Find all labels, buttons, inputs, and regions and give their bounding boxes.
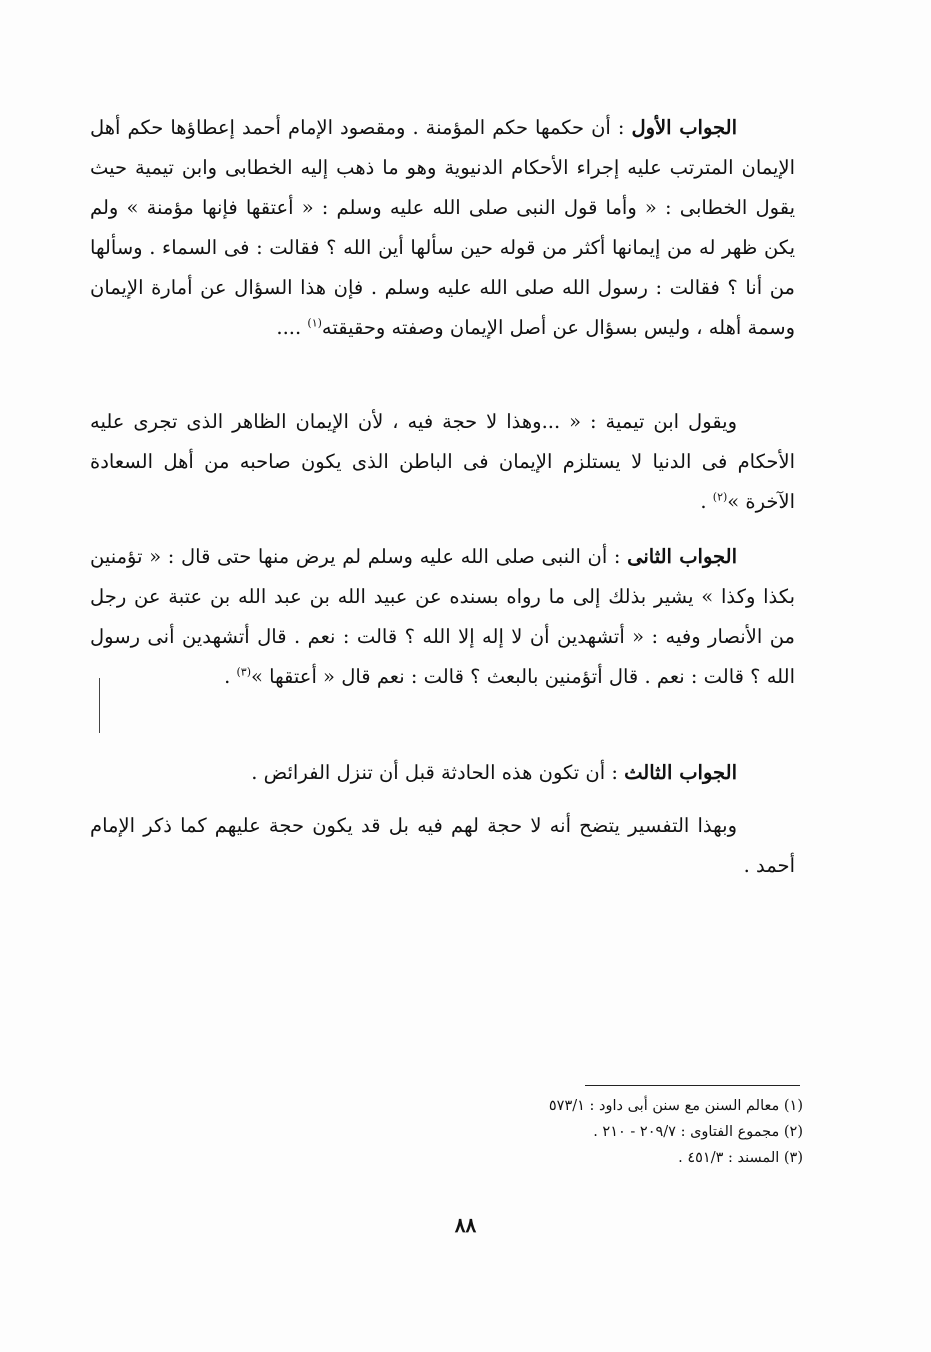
ibn-taymiyyah-quote-paragraph (90, 402, 795, 522)
footnote-3: (٣) المسند : ٤٥١/٣ . (678, 1150, 803, 1166)
answer-one-paragraph (90, 108, 795, 348)
answer-one-tail: .... (276, 316, 308, 339)
footnote-separator (585, 1085, 800, 1086)
quote-text: ويقول ابن تيمية : « ...وهذا لا حجة فيه ، لأن الإيمان الظاهر الذى تجرى عليه الأحكام فى الدنيا لا يستلزم الإيمان فى الباطن الذى يكون صاحبه من أهل السعادة الآخرة » (90, 410, 795, 513)
conclusion-paragraph (90, 806, 795, 886)
answer-two-paragraph (90, 537, 795, 697)
footnotes (203, 1093, 803, 1171)
answer-two-text: : أن النبى صلى الله عليه وسلم لم يرض منها حتى قال : « تؤمنين بكذا وكذا » يشير بذلك إلى ما رواه بسنده عن عبيد الله بن عبد الله بن عتبة عن رجل من الأنصار وفيه : « أتشهدين أن لا إله إلا الله ؟ قالت : نعم . قال أتشهدين أنى رسول الله ؟ قالت : نعم . قال أتؤمنين بالبعث ؟ قالت : نعم قال « أعتقها » (90, 545, 795, 688)
margin-mark (99, 678, 100, 733)
footnote-ref-2: (٢) (712, 490, 728, 504)
page-number: ٨٨ (454, 1213, 477, 1237)
quote-tail: . (700, 490, 713, 513)
conclusion-text: وبهذا التفسير يتضح أنه لا حجة لهم فيه بل قد يكون حجة عليهم كما ذكر الإمام أحمد . (90, 814, 795, 877)
answer-two-tail: . (224, 665, 237, 688)
answer-three-label: الجواب الثالث (624, 761, 737, 784)
footnote-ref-3: (٣) (236, 665, 251, 679)
answer-three-paragraph (90, 753, 795, 793)
answer-one-label: الجواب الأول (631, 116, 737, 139)
answer-one-text: : أن حكمها حكم المؤمنة . ومقصود الإمام أحمد إعطاؤها حكم أهل الإيمان المترتب عليه إجراء الأحكام الدنيوية وهو ما ذهب إليه الخطابى وابن تيمية حيث يقول الخطابى : « وأما قول النبى صلى الله عليه وسلم : « أعتقها فإنها مؤمنة » ولم يكن ظهر له من إيمانها أكثر من قوله حين سألها أين الله ؟ فقالت : فى السماء . وسألها من أنا ؟ فقالت : رسول الله صلى الله عليه وسلم . فإن هذا السؤال عن أمارة الإيمان وسمة أهله ، وليس بسؤال عن أصل الإيمان وصفته وحقيقته (90, 116, 795, 339)
answer-two-label: الجواب الثانى (627, 545, 737, 568)
footnote-2: (٢) مجموع الفتاوى : ٢٠٩/٧ - ٢١٠ . (593, 1124, 803, 1140)
answer-three-text: : أن تكون هذه الحادثة قبل أن تنزل الفرائض . (251, 761, 625, 784)
footnote-1: (١) معالم السنن مع سنن أبى داود : ٥٧٣/١ (548, 1098, 803, 1114)
footnote-ref-1: (١) (307, 316, 322, 330)
